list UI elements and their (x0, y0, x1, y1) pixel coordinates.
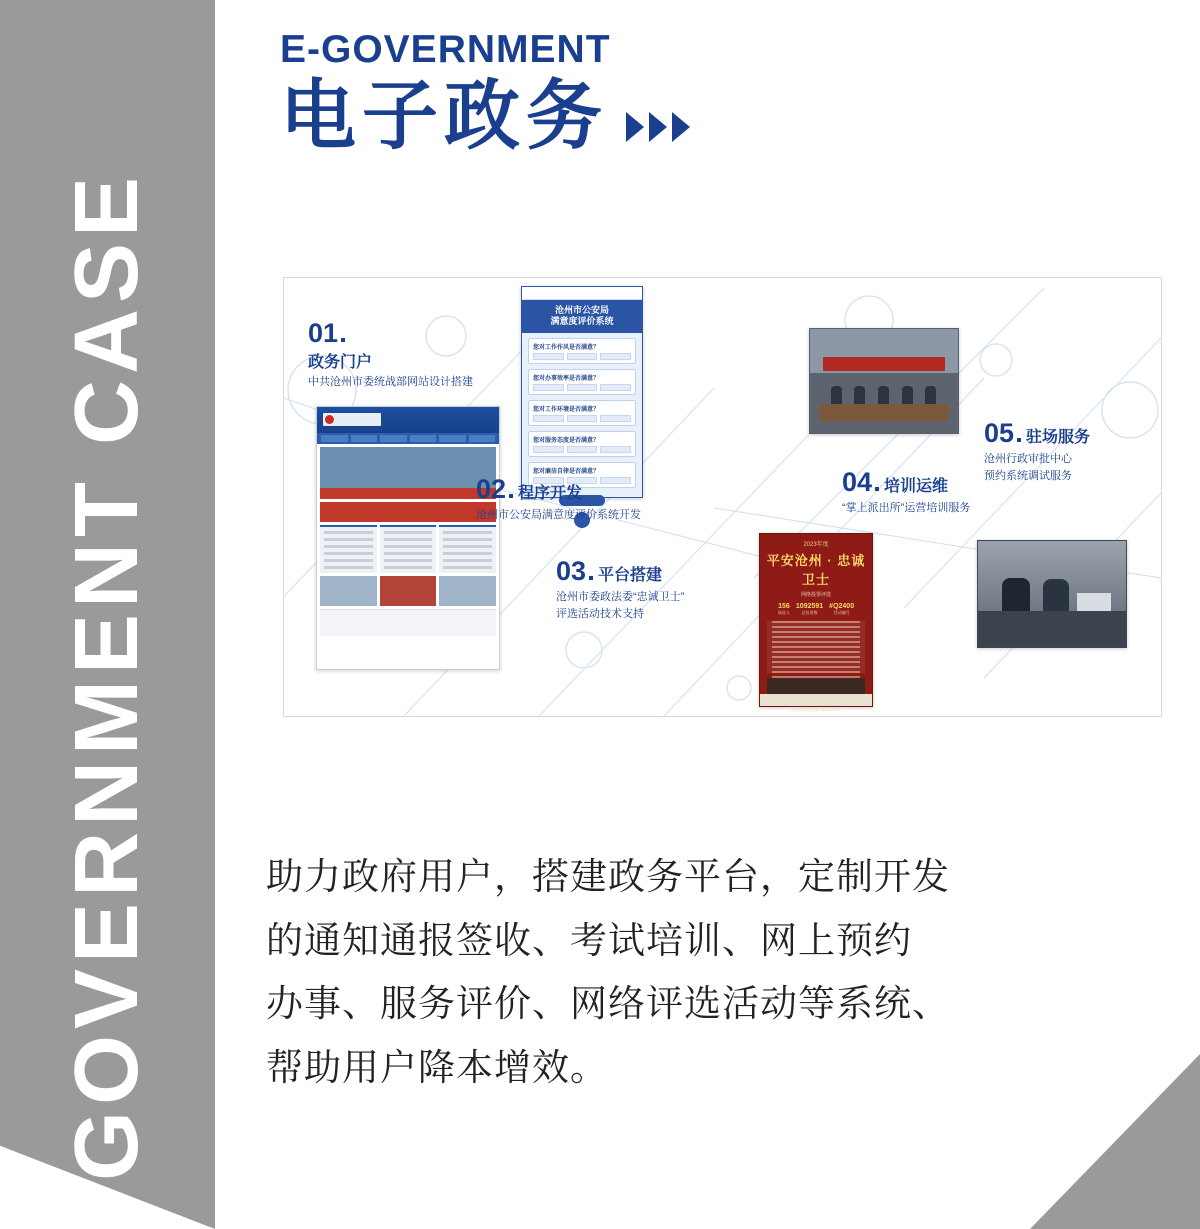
page-header (280, 28, 1060, 158)
screenshot-mobile-survey (521, 286, 643, 498)
onsite-desk (978, 611, 1126, 647)
summary-paragraph (266, 845, 1106, 1100)
training-banner (823, 357, 944, 371)
callout-02-title: 程序开发 (518, 485, 583, 502)
portal-column (439, 525, 496, 573)
mobile-app-title-line1: 沧州市公安局 (554, 305, 609, 315)
callout-01-number: 01 (308, 318, 339, 348)
callout-02-desc: 沧州市公安局满意度评价系统开发 (476, 509, 641, 521)
callout-05 (984, 418, 1090, 484)
survey-question-text: 您对廉洁自律是否满意？ (533, 468, 600, 475)
portal-nav-item (351, 435, 378, 442)
bullet-dot-icon (1017, 438, 1021, 442)
poster-body-text (767, 621, 865, 673)
callout-05-title: 驻场服务 (1026, 429, 1091, 446)
callout-03-head (556, 556, 684, 587)
portal-column (320, 525, 377, 573)
summary-line-3: 办事、服务评价、网络评选活动等系统、 (266, 983, 950, 1025)
portal-strip-item (320, 576, 377, 606)
survey-question (528, 369, 636, 395)
callout-03-desc-line1: 沧州市委政法委“忠诚卫士” (556, 591, 685, 603)
portal-header-bar (317, 407, 499, 433)
summary-line-4: 帮助用户降本增效。 (266, 1046, 608, 1088)
poster-stat-value: 1092591 (795, 603, 824, 610)
callout-05-desc-line1: 沧州行政审批中心 (984, 453, 1072, 465)
portal-strip-item (439, 576, 496, 606)
poster-stat-label: 候选人 (777, 610, 790, 615)
callout-01-desc: 中共沧州市委统战部网站设计搭建 (308, 376, 473, 388)
poster-subtitle: 网络投票评选 (800, 592, 831, 598)
bullet-dot-icon (875, 487, 879, 491)
survey-options (533, 353, 631, 360)
callout-05-head (984, 418, 1090, 449)
bullet-dot-icon (341, 338, 345, 342)
summary-line-1: 助力政府用户，搭建政务平台，定制开发 (266, 856, 950, 897)
survey-options (533, 415, 631, 422)
training-desk (819, 404, 949, 421)
chevron-right-icon-2 (649, 112, 667, 142)
screenshot-campaign-poster (759, 533, 873, 712)
poster-stat (778, 603, 790, 616)
callout-03-desc-line2: 评选活动技术支持 (556, 607, 644, 620)
poster-stat (829, 603, 854, 616)
poster-year: 2023年度 (803, 542, 829, 548)
callout-02-head (476, 474, 641, 505)
portal-strip-item (380, 576, 437, 606)
portal-emblem-icon (325, 415, 334, 424)
header-title-row (280, 76, 1060, 158)
header-english-title: E-GOVERNMENT (280, 28, 611, 71)
callout-04-number: 04 (842, 467, 873, 497)
portal-hero-image (320, 447, 496, 499)
survey-options (533, 446, 631, 453)
bullet-dot-icon (509, 494, 513, 498)
bullet-dot-icon (589, 576, 593, 580)
page-title: 电子政务 (280, 74, 608, 159)
summary-line-2: 的通知通报签收、考试培训、网上预约 (266, 919, 912, 961)
portal-red-banner (320, 502, 496, 522)
portal-nav-item (321, 435, 348, 442)
callout-04-head (842, 467, 970, 498)
survey-question-text: 您对办事效率是否满意？ (533, 375, 600, 382)
portal-nav-item (410, 435, 437, 442)
portal-nav-item (380, 435, 407, 442)
portal-nav-bar (317, 433, 499, 444)
poster-footer: 沧州市委政法委 2023年10月 (790, 707, 842, 712)
chevron-right-icon-3 (672, 112, 690, 142)
vertical-section-title: GOVERNMENT CASE (57, 170, 157, 1181)
callout-01-title: 政务门户 (308, 354, 373, 371)
mobile-status-bar (522, 287, 642, 300)
screenshot-government-portal (316, 406, 500, 670)
photo-onsite-service (977, 540, 1127, 648)
chevron-right-icon-1 (626, 112, 644, 142)
portal-hero-caption (320, 488, 496, 499)
callout-03-title: 平台搭建 (598, 567, 663, 584)
portal-image-strip (320, 576, 496, 606)
chevron-right-triple-icon (626, 112, 690, 142)
survey-question-text: 您对服务态度是否满意？ (533, 437, 600, 444)
poster-bottom-strip (760, 694, 872, 706)
callout-05-number: 05 (984, 418, 1015, 448)
portal-footer (320, 609, 496, 636)
portal-nav-item (469, 435, 496, 442)
callout-01-head (308, 318, 473, 349)
survey-question-text: 您对工作环境是否满意？ (533, 406, 600, 413)
poster-stat-label: 总投票数 (801, 610, 818, 615)
photo-training-room (809, 328, 959, 434)
portal-nav-item (439, 435, 466, 442)
survey-question (528, 400, 636, 426)
showcase-panel (283, 277, 1162, 717)
callout-04-desc: “掌上派出所”运营培训服务 (842, 502, 971, 514)
callout-04 (842, 467, 970, 517)
callout-01 (308, 318, 473, 391)
callout-02 (476, 474, 641, 524)
callout-03 (556, 556, 684, 622)
poster-title: 平安沧州 · 忠诚卫士 (766, 553, 866, 587)
callout-04-title: 培训运维 (884, 478, 949, 495)
survey-question (528, 431, 636, 457)
survey-question (528, 338, 636, 364)
survey-question-text: 您对工作作风是否满意？ (533, 344, 600, 351)
poster-stat (796, 603, 823, 616)
survey-options (533, 384, 631, 391)
portal-column-section (320, 525, 496, 573)
callout-02-number: 02 (476, 474, 507, 504)
portal-column (380, 525, 437, 573)
callout-05-desc-line2: 预约系统调试服务 (984, 469, 1072, 482)
mobile-app-title-line2: 满意度评价系统 (550, 316, 614, 327)
mobile-app-title (522, 300, 642, 333)
poster-stat-label: 活动编号 (833, 610, 850, 615)
poster-stats (760, 603, 872, 616)
poster-stat-value: 156 (778, 603, 790, 610)
callout-03-number: 03 (556, 556, 587, 586)
poster-stat-value: #Q2400 (829, 603, 855, 610)
